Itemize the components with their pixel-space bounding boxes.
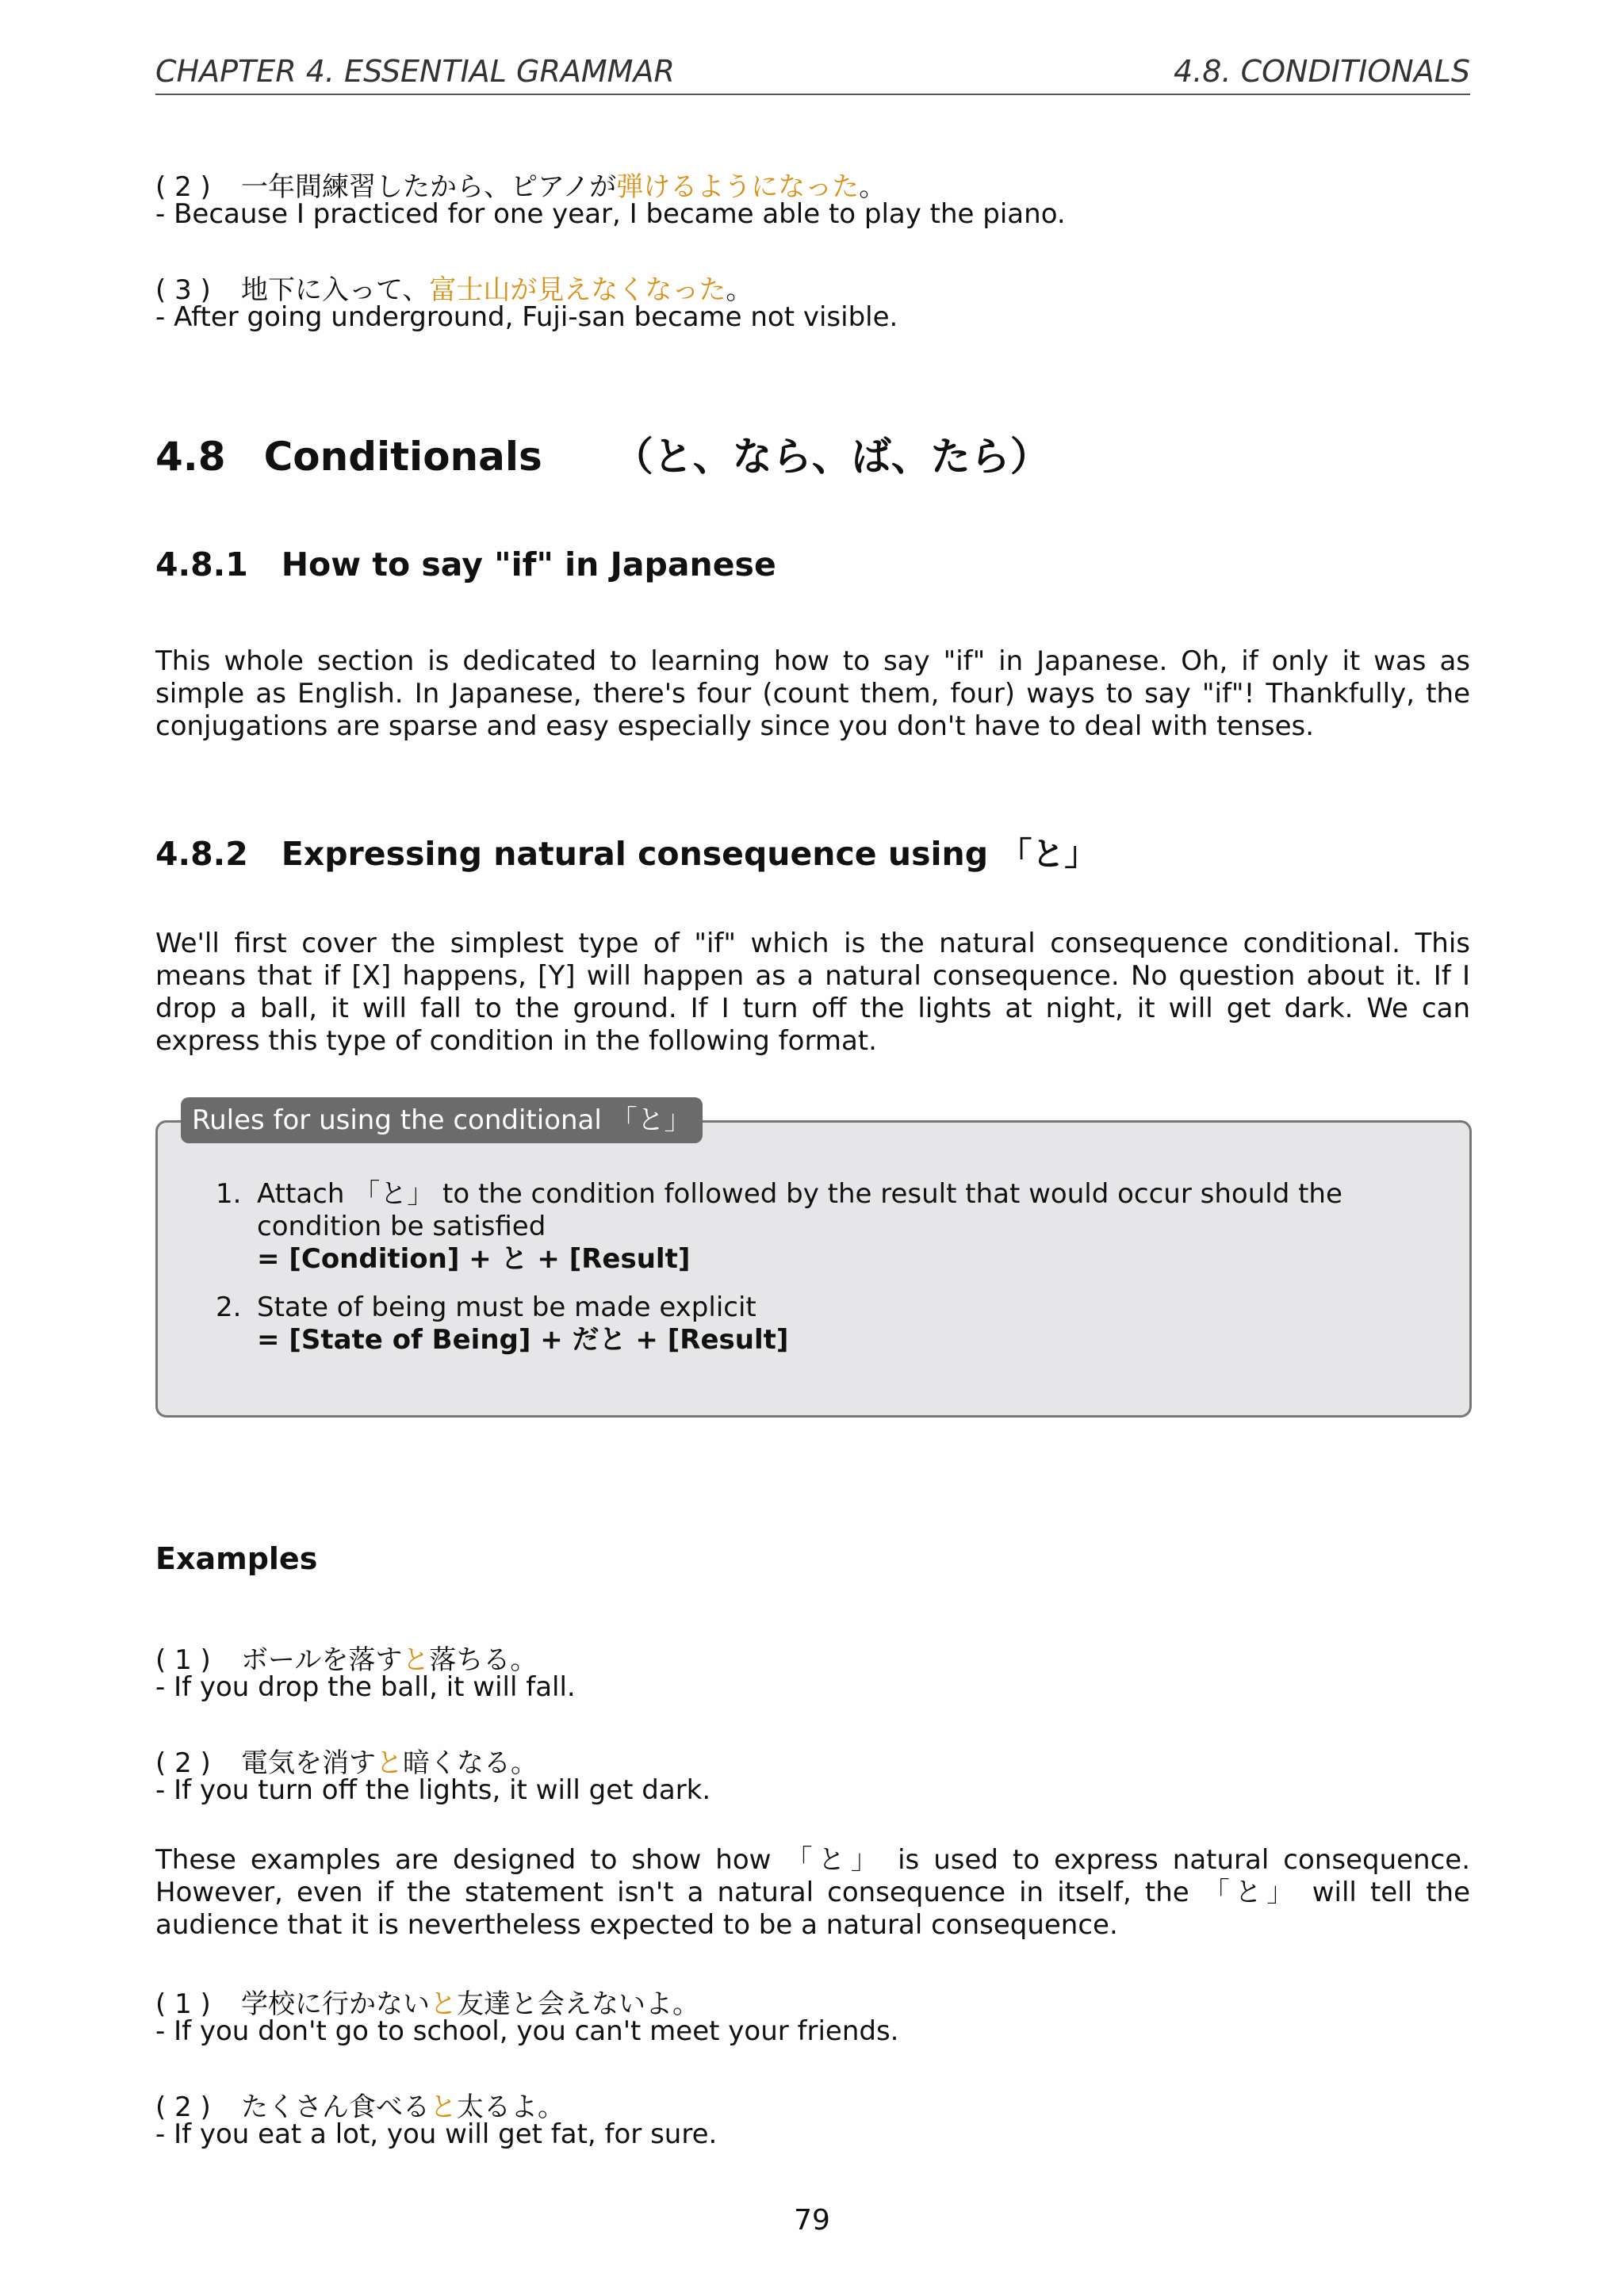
section-heading: [155, 425, 1050, 482]
example-number: ( 1 ): [155, 1644, 211, 1676]
example-jp-text: 暗くなる。: [403, 1747, 538, 1779]
rule-text: Attach 「と」 to the condition followed by the result that would occur should the condition be satisfied: [257, 1178, 1342, 1242]
example-jp-text: 太るよ。: [457, 2091, 565, 2123]
example-jp-highlight: と: [430, 2091, 457, 2123]
example-jp-text: 。: [859, 171, 887, 203]
example-jp-text: ボールを落す: [241, 1644, 403, 1676]
subsection-heading: [155, 545, 776, 584]
example-en: - Because I practiced for one year, I became able to play the piano.: [155, 198, 1066, 230]
example-jp-text: 電気を消す: [241, 1747, 376, 1779]
example-jp-text: 一年間練習したから、ピアノが: [241, 171, 617, 203]
example-jp-text: 地下に入って、: [241, 274, 430, 306]
rule-number: 1.: [216, 1178, 242, 1210]
subsection-title: How to say "if" in Japanese: [281, 545, 776, 584]
running-header: [155, 54, 1470, 95]
header-chapter: CHAPTER 4. ESSENTIAL GRAMMAR: [155, 54, 675, 89]
example-jp-highlight: と: [376, 1747, 403, 1779]
paragraph: We'll first cover the simplest type of "if" which is the natural consequence conditional. This means that if [X] happens, [Y] will happen as a natural consequence. No question about it. If I drop a ball, it will fall to the ground. If I turn off the lights at night, it will get dark. We can express this type of condition in the following format.: [155, 928, 1470, 1057]
paragraph: This whole section is dedicated to learning how to say "if" in Japanese. Oh, if only it was as simple as English. In Japanese, there's four (count them, four) ways to say "if"! Thankfully, the conjugations are sparse and easy especially since you don't have to deal with tenses.: [155, 645, 1470, 742]
example-jp-text: たくさん食べる: [241, 2091, 430, 2123]
rule-item: [216, 1292, 1453, 1357]
section-number: 4.8: [155, 434, 226, 480]
example-jp-highlight: 富士山が見えなくなった: [429, 274, 726, 306]
example-jp-text: 落ちる。: [429, 1644, 538, 1676]
section-title: Conditionals: [263, 434, 542, 480]
rule-number: 2.: [216, 1292, 242, 1323]
example-jp-highlight: 弾けるようになった: [616, 171, 860, 203]
header-section: 4.8. CONDITIONALS: [1174, 54, 1470, 89]
page-number: 79: [794, 2204, 830, 2237]
example-number: ( 3 ): [155, 274, 211, 306]
example-en: - If you don't go to school, you can't meet your friends.: [155, 2015, 899, 2047]
example-jp-text: 学校に行かない: [241, 1988, 430, 2020]
example-en: - If you turn off the lights, it will get dark.: [155, 1774, 711, 1806]
rule-formula: = [State of Being] + だと + [Result]: [257, 1324, 789, 1356]
rules-list: [216, 1178, 1453, 1372]
rule-text: State of being must be made explicit: [257, 1292, 756, 1323]
rules-box-title: Rules for using the conditional 「と」: [181, 1097, 703, 1143]
subsection-title: Expressing natural consequence using 「と」: [281, 835, 1097, 873]
example-number: ( 2 ): [155, 1747, 211, 1779]
rule-item: [216, 1178, 1453, 1276]
example-jp-text: 友達と会えないよ。: [457, 1988, 699, 2020]
example-jp-text: 。: [726, 274, 753, 306]
example-en: - If you drop the ball, it will fall.: [155, 1671, 576, 1703]
example-number: ( 2 ): [155, 2091, 211, 2123]
subsection-number: 4.8.1: [155, 545, 248, 584]
subsection-heading: [155, 828, 1097, 874]
example-number: ( 1 ): [155, 1988, 211, 2020]
rule-formula: = [Condition] + と + [Result]: [257, 1243, 691, 1275]
example-jp-highlight: と: [402, 1644, 430, 1676]
example-jp-highlight: と: [430, 1988, 457, 2020]
examples-heading: Examples: [155, 1541, 318, 1576]
example-en: - If you eat a lot, you will get fat, for sure.: [155, 2118, 718, 2150]
section-kana: （と、なら、ば、たら）: [613, 434, 1050, 480]
paragraph: These examples are designed to show how 「と」 is used to express natural consequence. However, even if the statement isn't a natural consequence in itself, the 「と」 will tell the audience that it is nevertheless expected to be a natural consequence.: [155, 1844, 1470, 1941]
example-number: ( 2 ): [155, 171, 211, 203]
subsection-number: 4.8.2: [155, 835, 248, 873]
example-en: - After going underground, Fuji-san became not visible.: [155, 301, 898, 333]
